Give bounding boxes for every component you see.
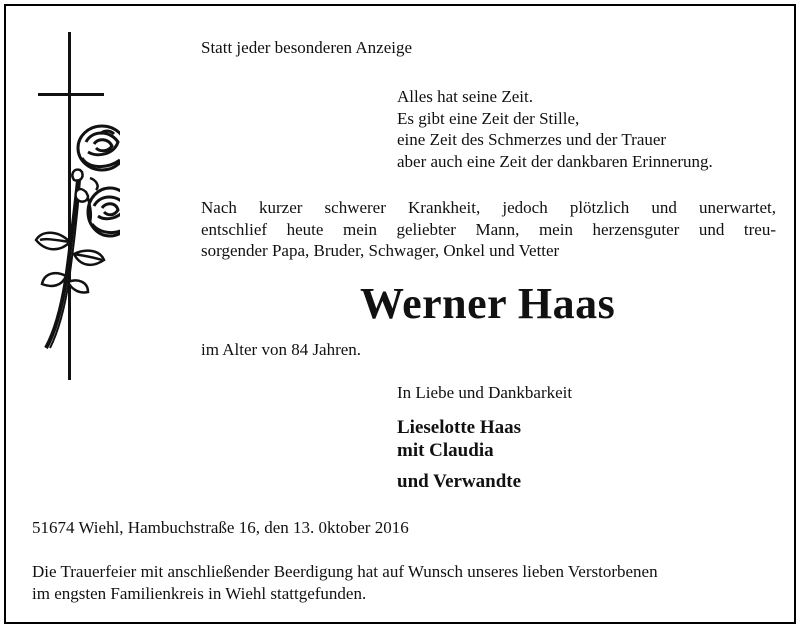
funeral-line: Die Trauerfeier mit anschließender Beerdigung hat auf Wunsch unseres lieben Verstorbenen <box>32 562 658 581</box>
funeral-line: im engsten Familienkreis in Wiehl stattgefunden. <box>32 584 367 603</box>
closing-line: In Liebe und Dankbarkeit <box>397 383 573 402</box>
poem-line: Alles hat seine Zeit. <box>397 87 533 106</box>
announcement-text <box>201 197 776 262</box>
obituary-notice <box>4 4 796 624</box>
funeral-note <box>32 561 658 605</box>
place-date-line: 51674 Wiehl, Hambuchstraße 16, den 13. 0ktober 2016 <box>32 518 409 537</box>
deceased-name: Werner Haas <box>360 279 616 328</box>
cross-with-roses-icon <box>30 30 120 390</box>
announcement-line: entschlief heute mein geliebter Mann, mein herzensguter und treu- <box>201 219 776 239</box>
poem <box>397 86 713 172</box>
signer-name: Lieselotte Haas <box>397 417 522 438</box>
age-line: im Alter von 84 Jahren. <box>201 340 362 359</box>
signer-name: und Verwandte <box>397 471 522 492</box>
poem-line: eine Zeit des Schmerzes und der Trauer <box>397 130 667 149</box>
announcement-line: Nach kurzer schwerer Krankheit, jedoch plötzlich und unerwartet, <box>201 198 776 217</box>
poem-line: aber auch eine Zeit der dankbaren Erinnerung. <box>397 151 713 171</box>
signer-name: mit Claudia <box>397 440 494 461</box>
announcement-line: sorgender Papa, Bruder, Schwager, Onkel und Vetter <box>201 241 560 260</box>
poem-line: Es gibt eine Zeit der Stille, <box>397 108 580 128</box>
intro-line: Statt jeder besonderen Anzeige <box>201 38 413 57</box>
